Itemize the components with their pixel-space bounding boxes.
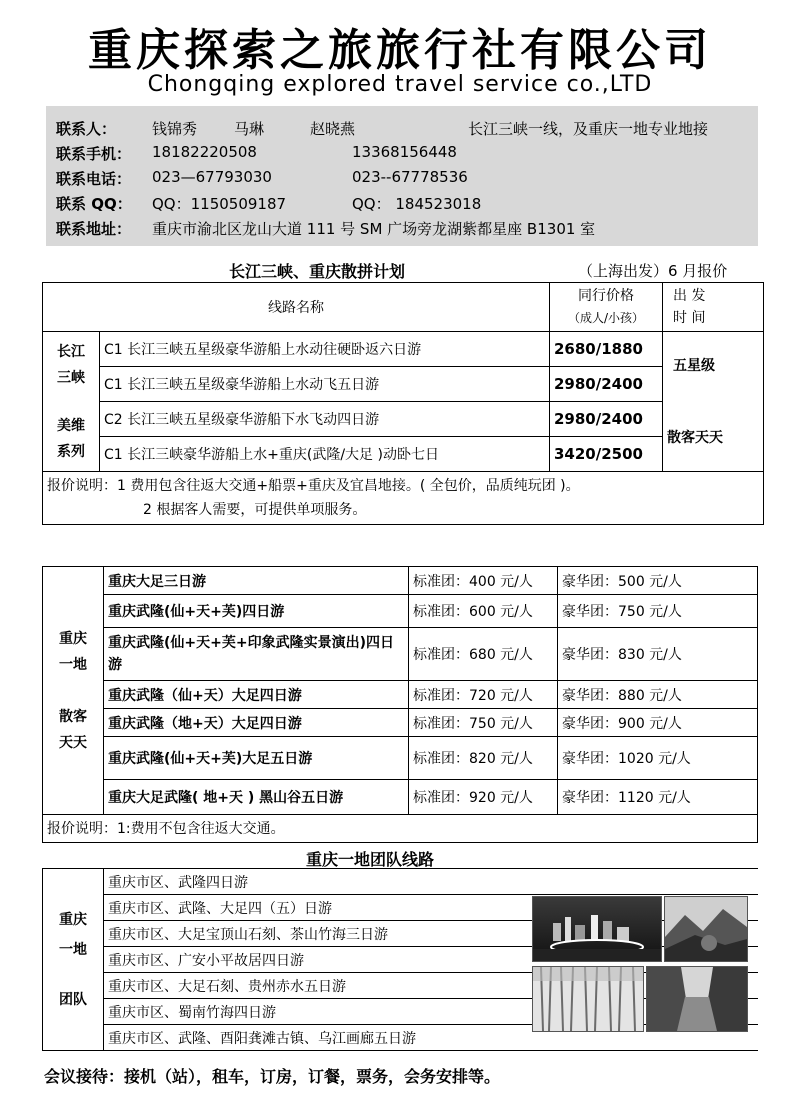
group-label-line: 系列 xyxy=(57,443,85,460)
tour-std-price: 标准团：400 元/人 xyxy=(409,567,558,595)
team-route: 重庆市区、大足石刻、贵州赤水五日游 xyxy=(104,973,759,999)
tour-lux-price: 豪华团：1020 元/人 xyxy=(558,737,758,780)
header-route: 线路名称 xyxy=(43,283,550,332)
tour-lux-price: 豪华团：880 元/人 xyxy=(558,681,758,709)
city-night-photo xyxy=(532,896,662,962)
table-header-row xyxy=(43,283,764,332)
header-depart xyxy=(663,283,764,332)
side-label-line: 一地 xyxy=(59,941,87,958)
table-row xyxy=(43,595,758,628)
table-row xyxy=(43,737,758,780)
section1-note-2: 2 根据客人需要，可提供单项服务。 xyxy=(143,502,367,518)
contact-address: 重庆市渝北区龙山大道 111 号 SM 广场旁龙湖紫都星座 B1301 室 xyxy=(152,220,596,238)
team-route: 重庆市区、武隆四日游 xyxy=(104,869,759,895)
side-label-line: 团队 xyxy=(59,991,87,1008)
side-label-line: 重庆 xyxy=(59,630,87,647)
tour-lux-price: 豪华团：900 元/人 xyxy=(558,709,758,737)
team-route: 重庆市区、武隆、大足四（五）日游 xyxy=(104,895,759,921)
contact-slogan: 长江三峡一线，及重庆一地专业地接 xyxy=(468,120,709,138)
tour-lux-price: 豪华团：830 元/人 xyxy=(558,628,758,681)
team-route: 重庆市区、蜀南竹海四日游 xyxy=(104,999,759,1025)
section1-title: 长江三峡、重庆散拼计划 xyxy=(229,262,406,281)
tour-name: 重庆武隆(仙+天+芙)大足五日游 xyxy=(104,737,409,780)
contact-phone-1: 023—67793030 xyxy=(152,168,272,186)
table-row xyxy=(43,402,764,437)
tour-std-price: 标准团：750 元/人 xyxy=(409,709,558,737)
side-label-line: 重庆 xyxy=(59,911,87,928)
table-row xyxy=(43,869,759,895)
footer-services: 会议接待：接机（站），租车，订房，订餐，票务，会务安排等。 xyxy=(44,1067,501,1086)
side-label-line: 天天 xyxy=(59,734,87,751)
contact-phone-2: 023--67778536 xyxy=(352,168,468,186)
company-title: 重庆探索之旅旅行社有限公司 xyxy=(88,25,712,76)
contact-address-label: 联系地址： xyxy=(56,220,132,238)
contact-person-2: 马琳 xyxy=(234,120,265,138)
tour-lux-price: 豪华团：500 元/人 xyxy=(558,567,758,595)
contact-qq-label: 联系 QQ： xyxy=(56,195,132,213)
tour-lux-price: 豪华团：1120 元/人 xyxy=(558,780,758,815)
team-route: 重庆市区、大足宝顶山石刻、茶山竹海三日游 xyxy=(104,921,759,947)
side-label-line: 散客 xyxy=(59,708,87,725)
route-price: 3420/2500 xyxy=(550,437,663,472)
group-label-line: 美维 xyxy=(57,417,85,434)
section2-note: 报价说明：1:费用不包含往返大交通。 xyxy=(43,815,758,843)
header-price xyxy=(550,283,663,332)
tour-std-price: 标准团：600 元/人 xyxy=(409,595,558,628)
tour-std-price: 标准团：820 元/人 xyxy=(409,737,558,780)
tour-name: 重庆武隆（仙+天）大足四日游 xyxy=(104,681,409,709)
table-note-row xyxy=(43,472,764,525)
table-row xyxy=(43,437,764,472)
contact-box xyxy=(46,106,758,246)
table-row xyxy=(43,628,758,681)
tour-std-price: 标准团：720 元/人 xyxy=(409,681,558,709)
tour-name: 重庆武隆(仙+天+芙)四日游 xyxy=(104,595,409,628)
route-name: C1 长江三峡五星级豪华游船上水动往硬卧返六日游 xyxy=(100,332,550,367)
mountain-photo xyxy=(664,896,748,962)
contact-qq-2: QQ： 184523018 xyxy=(352,195,482,213)
contact-person-3: 赵晓燕 xyxy=(310,120,356,138)
table-row xyxy=(43,681,758,709)
route-name: C2 长江三峡五星级豪华游船下水飞动四日游 xyxy=(100,402,550,437)
depart-cell xyxy=(663,332,764,472)
section2-side-label xyxy=(43,567,104,815)
contact-mobile-label: 联系手机： xyxy=(56,145,132,163)
route-price: 2980/2400 xyxy=(550,402,663,437)
company-subtitle: Chongqing explored travel service co.,LTD xyxy=(147,72,653,97)
group-label-line: 三峡 xyxy=(57,369,85,386)
depart-label-1: 五星级 xyxy=(673,357,715,374)
tour-lux-price: 豪华团：750 元/人 xyxy=(558,595,758,628)
section1-subtitle: （上海出发）6 月报价 xyxy=(578,262,728,280)
header-price-label: 同行价格 xyxy=(578,288,634,304)
group-label xyxy=(43,332,100,472)
section3-side-label xyxy=(43,869,104,1051)
team-route: 重庆市区、广安小平故居四日游 xyxy=(104,947,759,973)
contact-phone-label: 联系电话： xyxy=(56,170,132,188)
route-price: 2680/1880 xyxy=(550,332,663,367)
group-label-line: 长江 xyxy=(57,343,85,360)
bamboo-forest-photo xyxy=(532,966,644,1032)
depart-label-2: 散客天天 xyxy=(667,429,723,446)
river-gorge-photo xyxy=(646,966,748,1032)
header-depart-label-2: 时 间 xyxy=(673,310,706,326)
tour-std-price: 标准团：680 元/人 xyxy=(409,628,558,681)
tour-name: 重庆大足武隆( 地+天 ) 黑山谷五日游 xyxy=(104,780,409,815)
header-price-sub: （成人/小孩） xyxy=(567,311,645,325)
team-route: 重庆市区、武隆、酉阳龚滩古镇、乌江画廊五日游 xyxy=(104,1025,759,1051)
tour-std-price: 标准团：920 元/人 xyxy=(409,780,558,815)
table-note-row xyxy=(43,815,758,843)
header-depart-label: 出 发 xyxy=(673,288,706,304)
route-price: 2980/2400 xyxy=(550,367,663,402)
route-name: C1 长江三峡五星级豪华游船上水动飞五日游 xyxy=(100,367,550,402)
section3-title: 重庆一地团队线路 xyxy=(306,850,435,869)
section1-note xyxy=(43,472,764,525)
section1-note-1: 报价说明：1 费用包含往返大交通+船票+重庆及宜昌地接。( 全包价，品质纯玩团 )。 xyxy=(47,478,580,494)
contact-mobile-1: 18182220508 xyxy=(152,143,257,161)
tour-name: 重庆大足三日游 xyxy=(104,567,409,595)
contact-qq-1: QQ：1150509187 xyxy=(152,195,287,213)
contact-person-1: 钱锦秀 xyxy=(152,120,198,138)
side-label-line: 一地 xyxy=(59,656,87,673)
contact-person-label: 联系人： xyxy=(56,120,117,138)
tour-name: 重庆武隆（地+天）大足四日游 xyxy=(104,709,409,737)
section2-table xyxy=(42,566,758,843)
table-row xyxy=(43,332,764,367)
section1-table xyxy=(42,282,764,525)
table-row xyxy=(43,709,758,737)
tour-name: 重庆武隆(仙+天+芙+印象武隆实景演出)四日游 xyxy=(104,628,409,681)
table-row xyxy=(43,567,758,595)
route-name: C1 长江三峡豪华游船上水+重庆(武隆/大足 )动卧七日 xyxy=(100,437,550,472)
table-row xyxy=(43,367,764,402)
table-row xyxy=(43,780,758,815)
contact-mobile-2: 13368156448 xyxy=(352,143,457,161)
